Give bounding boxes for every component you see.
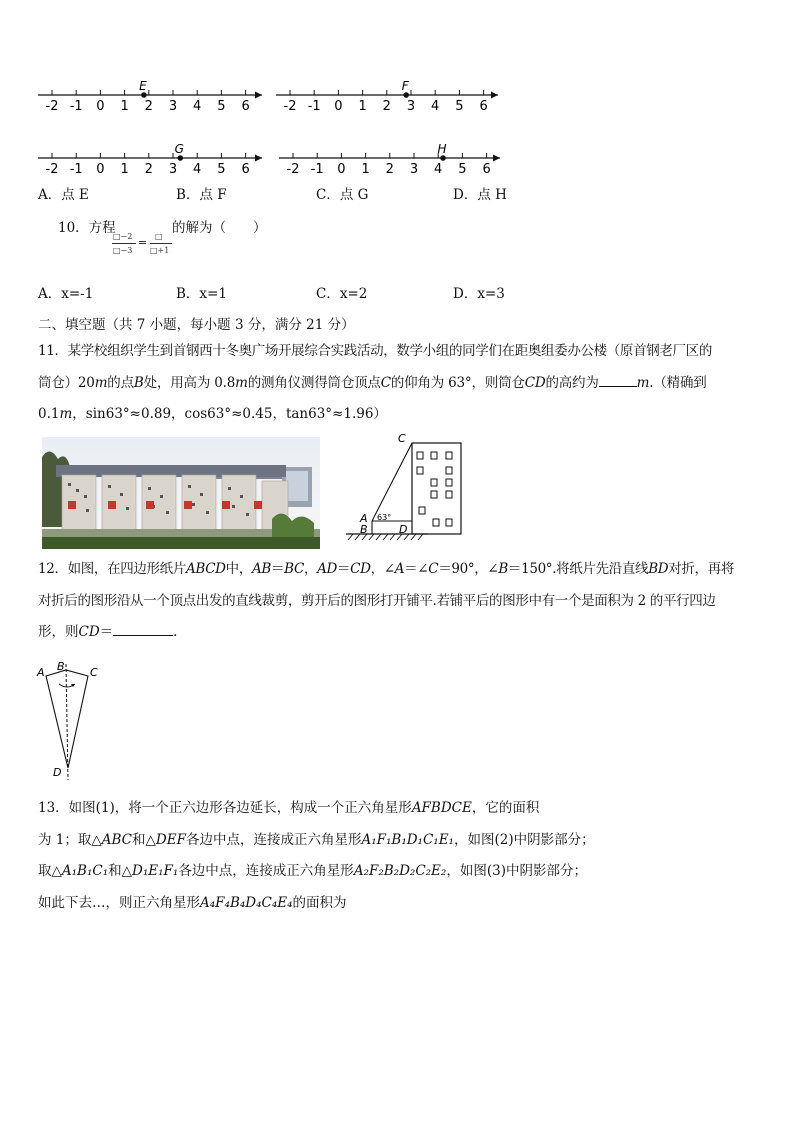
q10-option-d[interactable]: D．x=3 xyxy=(453,286,505,302)
tick-label: 1 xyxy=(120,99,129,114)
tick-label: -1 xyxy=(307,99,321,114)
q11-fig-label-a: A xyxy=(360,512,368,525)
q11-fig-label-d: D xyxy=(399,523,408,536)
tick-label: 1 xyxy=(358,99,367,114)
q10-frac1-denominator: □−3 xyxy=(113,246,133,255)
point-g xyxy=(177,155,183,161)
tick-label: -2 xyxy=(45,99,59,114)
tick-label: 5 xyxy=(458,162,467,177)
axis-arrow xyxy=(255,92,262,99)
number-line-h xyxy=(279,142,500,177)
number-line-g xyxy=(38,142,262,177)
q10-frac1-numerator: □−2 xyxy=(113,232,133,241)
point-label-e: E xyxy=(139,79,147,93)
tick-label: 5 xyxy=(455,99,464,114)
tick-label: -1 xyxy=(69,99,83,114)
axis-arrow xyxy=(255,155,262,162)
tick-label: 2 xyxy=(382,99,391,114)
tick-label: 0 xyxy=(334,99,343,114)
tick-label: 3 xyxy=(409,162,419,177)
axis-arrow xyxy=(493,155,500,162)
tick-label: 6 xyxy=(479,99,488,114)
point-label-f: F xyxy=(401,79,409,93)
tick-label: 1 xyxy=(120,162,129,177)
q9-option-a[interactable]: A．点 E xyxy=(38,187,89,203)
tick-label: 4 xyxy=(193,99,202,114)
q9-option-c[interactable]: C．点 G xyxy=(316,187,369,203)
q9-number-lines xyxy=(0,0,794,185)
q12-fig-label-b: B xyxy=(57,660,65,673)
tick-label: 1 xyxy=(361,162,370,177)
tick-label: 6 xyxy=(241,99,250,114)
q11-fig-label-b: B xyxy=(360,523,368,536)
q9-option-b[interactable]: B．点 F xyxy=(176,187,227,203)
number-line-f xyxy=(276,79,498,114)
q10-frac1-bar xyxy=(112,243,136,244)
q10-option-a[interactable]: A．x=-1 xyxy=(38,286,94,302)
tick-label: 0 xyxy=(96,162,105,177)
q11-line3: 0.1m，sin63°≈0.89，cos63°≈0.45，tan63°≈1.96） xyxy=(38,406,387,422)
tick-label: 3 xyxy=(168,162,178,177)
q12-answer-blank[interactable] xyxy=(113,635,173,636)
q11-building-photo xyxy=(42,437,320,549)
q12-line3: 形，则CD＝ . xyxy=(38,624,178,640)
q12-fig-label-a: A xyxy=(37,666,45,679)
q11-answer-blank[interactable] xyxy=(599,386,637,387)
q11-line2: 筒仓）20m的点B处，用高为 0.8m的测角仪测得筒仓顶点C的仰角为 63°，则筒仓CD的高约为 m.（精确到 xyxy=(38,375,707,391)
q10-frac2-numerator: □ xyxy=(155,232,163,241)
q12-kite-figure xyxy=(34,656,114,784)
tick-label: -1 xyxy=(310,162,324,177)
tick-label: 5 xyxy=(217,99,226,114)
tick-label: 4 xyxy=(431,99,440,114)
point-label-h: H xyxy=(437,142,447,156)
q10-frac2-bar xyxy=(150,243,172,244)
q11-fig-angle: 63° xyxy=(377,513,392,522)
tick-label: 2 xyxy=(144,99,153,114)
point-e xyxy=(141,92,147,98)
tick-label: 5 xyxy=(217,162,226,177)
q12-fig-label-c: C xyxy=(90,666,98,679)
tick-label: 2 xyxy=(385,162,394,177)
tick-label: 2 xyxy=(144,162,153,177)
tick-label: 0 xyxy=(337,162,346,177)
tick-label: -2 xyxy=(283,99,297,114)
tick-label: 6 xyxy=(241,162,250,177)
q10-option-c[interactable]: C．x=2 xyxy=(316,286,368,302)
q10-stem-prefix: 10．方程 xyxy=(58,220,116,236)
tick-label: 0 xyxy=(96,99,105,114)
tick-label: 6 xyxy=(482,162,491,177)
q12-fig-label-d: D xyxy=(53,766,62,779)
q13-line2: 为 1；取△ABC和△DEF各边中点，连接成正六角星形A₁F₁B₁D₁C₁E₁，如图(2)中阴影部分； xyxy=(38,832,595,848)
point-label-g: G xyxy=(174,142,184,156)
tick-label: -2 xyxy=(45,162,59,177)
q10-stem-suffix: 的解为（ ） xyxy=(172,220,267,236)
q11-geometry-figure xyxy=(340,430,470,550)
section-heading: 二、填空题（共 7 小题，每小题 3 分，满分 21 分） xyxy=(38,317,355,333)
q11-fig-label-c: C xyxy=(398,432,406,445)
q12-line1: 12．如图，在四边形纸片ABCD中，AB＝BC，AD＝CD，∠A＝∠C＝90°，∠B＝150°.将纸片先沿直线BD对折，再将 xyxy=(38,561,734,577)
tick-label: -1 xyxy=(69,162,83,177)
q11-line1: 11．某学校组织学生到首钢西十冬奥广场开展综合实践活动，数学小组的同学们在距奥组委办公楼（原首钢老厂区的 xyxy=(38,343,712,359)
q12-line2: 对折后的图形沿从一个顶点出发的直线裁剪，剪开后的图形打开铺平.若铺平后的图形中有一个是面积为 2 的平行四边 xyxy=(38,593,716,609)
tick-label: -2 xyxy=(286,162,300,177)
point-f xyxy=(403,92,409,98)
tick-label: 3 xyxy=(406,99,416,114)
number-line-e xyxy=(38,79,262,114)
q10-option-b[interactable]: B．x=1 xyxy=(176,286,227,302)
axis-arrow xyxy=(491,92,498,99)
q13-line3: 取△A₁B₁C₁和△D₁E₁F₁各边中点，连接成正六角星形A₂F₂B₂D₂C₂E₂，如图(3)中阴影部分； xyxy=(38,863,587,879)
tick-label: 4 xyxy=(434,162,443,177)
tick-label: 3 xyxy=(168,99,178,114)
q9-option-d[interactable]: D．点 H xyxy=(453,187,507,203)
q10-frac2-denominator: □+1 xyxy=(150,246,170,255)
point-h xyxy=(440,155,446,161)
q13-line4: 如此下去…，则正六角星形A₄F₄B₄D₄C₄E₄的面积为 xyxy=(38,895,347,911)
q10-equals: = xyxy=(138,236,148,249)
q13-line1: 13．如图(1)，将一个正六边形各边延长，构成一个正六角星形AFBDCE，它的面积 xyxy=(38,800,540,816)
tick-label: 4 xyxy=(193,162,202,177)
